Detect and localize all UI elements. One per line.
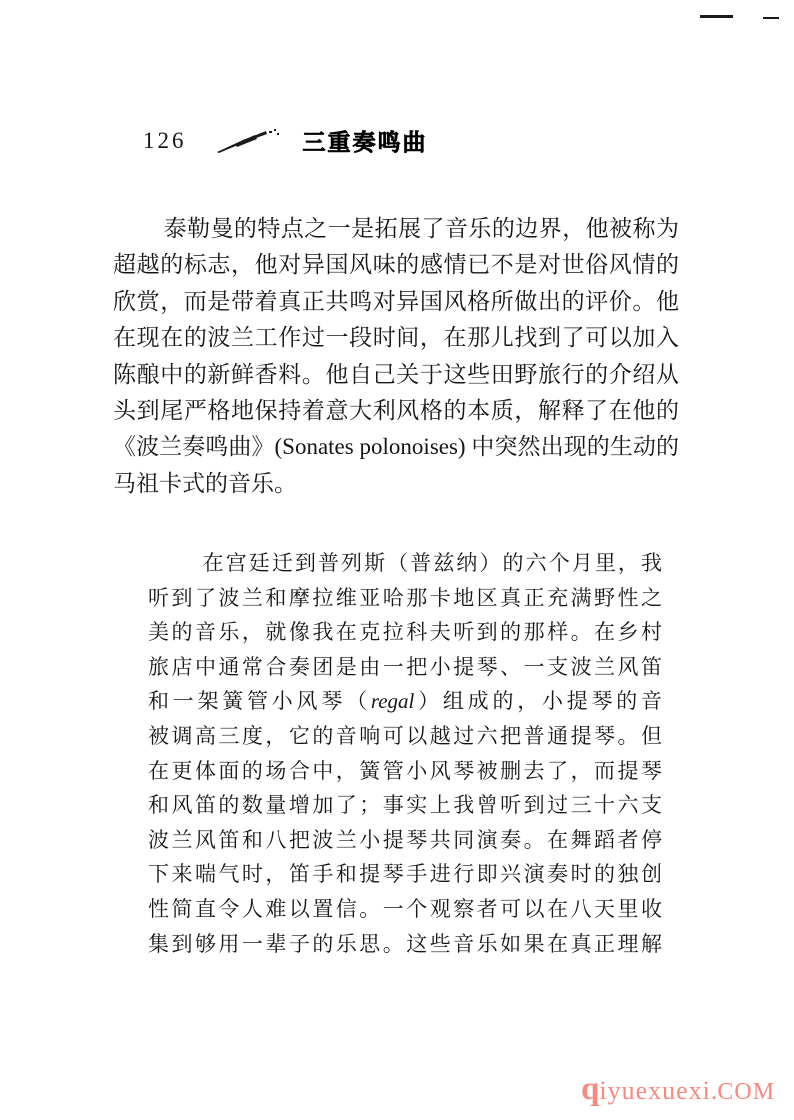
block-quote <box>148 546 662 961</box>
quote-line-post: ）组成的，小提琴的音 <box>414 689 663 714</box>
watermark-initial: q <box>581 1071 600 1107</box>
watermark-suffix: COM <box>717 1079 776 1105</box>
watermark-middle: iyuexuexi <box>599 1076 711 1105</box>
text-line: 《波兰奏鸣曲》(Sonates polonoises) 中突然出现的生动的 <box>113 434 679 460</box>
quote-line: 在更体面的场合中，簧管小风琴被删去了，而提琴 <box>148 758 662 783</box>
ink-flourish-icon <box>215 128 281 154</box>
site-watermark <box>581 1072 775 1112</box>
crop-mark-short <box>763 17 779 19</box>
quote-line: 美的音乐，就像我在克拉科夫听到的那样。在乡村 <box>148 620 662 645</box>
quote-line: 性简直令人难以置信。一个观察者可以在八天里收 <box>148 896 662 921</box>
quote-line: 和风笛的数量增加了；事实上我曾听到过三十六支 <box>148 793 662 818</box>
quote-line: 旅店中通常合奏团是由一把小提琴、一支波兰风笛 <box>148 654 662 679</box>
quote-line-pre: 和一架簧管小风琴（ <box>148 689 371 714</box>
quote-line: 听到了波兰和摩拉维亚哈那卡地区真正充满野性之 <box>148 585 662 610</box>
latin-term: regal <box>370 689 415 714</box>
quote-line <box>148 684 662 719</box>
quote-line: 集到够用一辈子的乐思。这些音乐如果在真正理解 <box>148 931 662 956</box>
quote-line: 波兰风笛和八把波兰小提琴共同演奏。在舞蹈者停 <box>148 827 662 852</box>
text-line: 马祖卡式的音乐。 <box>113 470 297 496</box>
page-number: 126 <box>143 127 187 153</box>
quote-line: 下来喘气时，笛手和提琴手进行即兴演奏时的独创 <box>148 862 662 887</box>
main-paragraph <box>113 211 679 502</box>
text-line: 头到尾严格地保持着意大利风格的本质，解释了在他的 <box>113 398 679 424</box>
text-line: 超越的标志，他对异国风味的感情已不是对世俗风情的 <box>113 252 679 278</box>
quote-line: 在宫廷迁到普列斯（普兹纳）的六个月里，我 <box>202 551 662 575</box>
text-line: 欣赏，而是带着真正共鸣对异国风格所做出的评价。他 <box>113 288 679 314</box>
chapter-title: 三重奏鸣曲 <box>302 130 428 155</box>
crop-mark-long <box>700 15 733 18</box>
quote-line: 被调高三度，它的音响可以越过六把普通提琴。但 <box>148 723 662 748</box>
watermark-dot: . <box>710 1076 718 1105</box>
text-line: 在现在的波兰工作过一段时间，在那儿找到了可以加入 <box>113 325 679 351</box>
text-line: 泰勒曼的特点之一是拓展了音乐的边界，他被称为 <box>163 216 679 241</box>
text-line: 陈酿中的新鲜香料。他自己关于这些田野旅行的介绍从 <box>113 361 679 387</box>
running-head <box>143 124 428 157</box>
